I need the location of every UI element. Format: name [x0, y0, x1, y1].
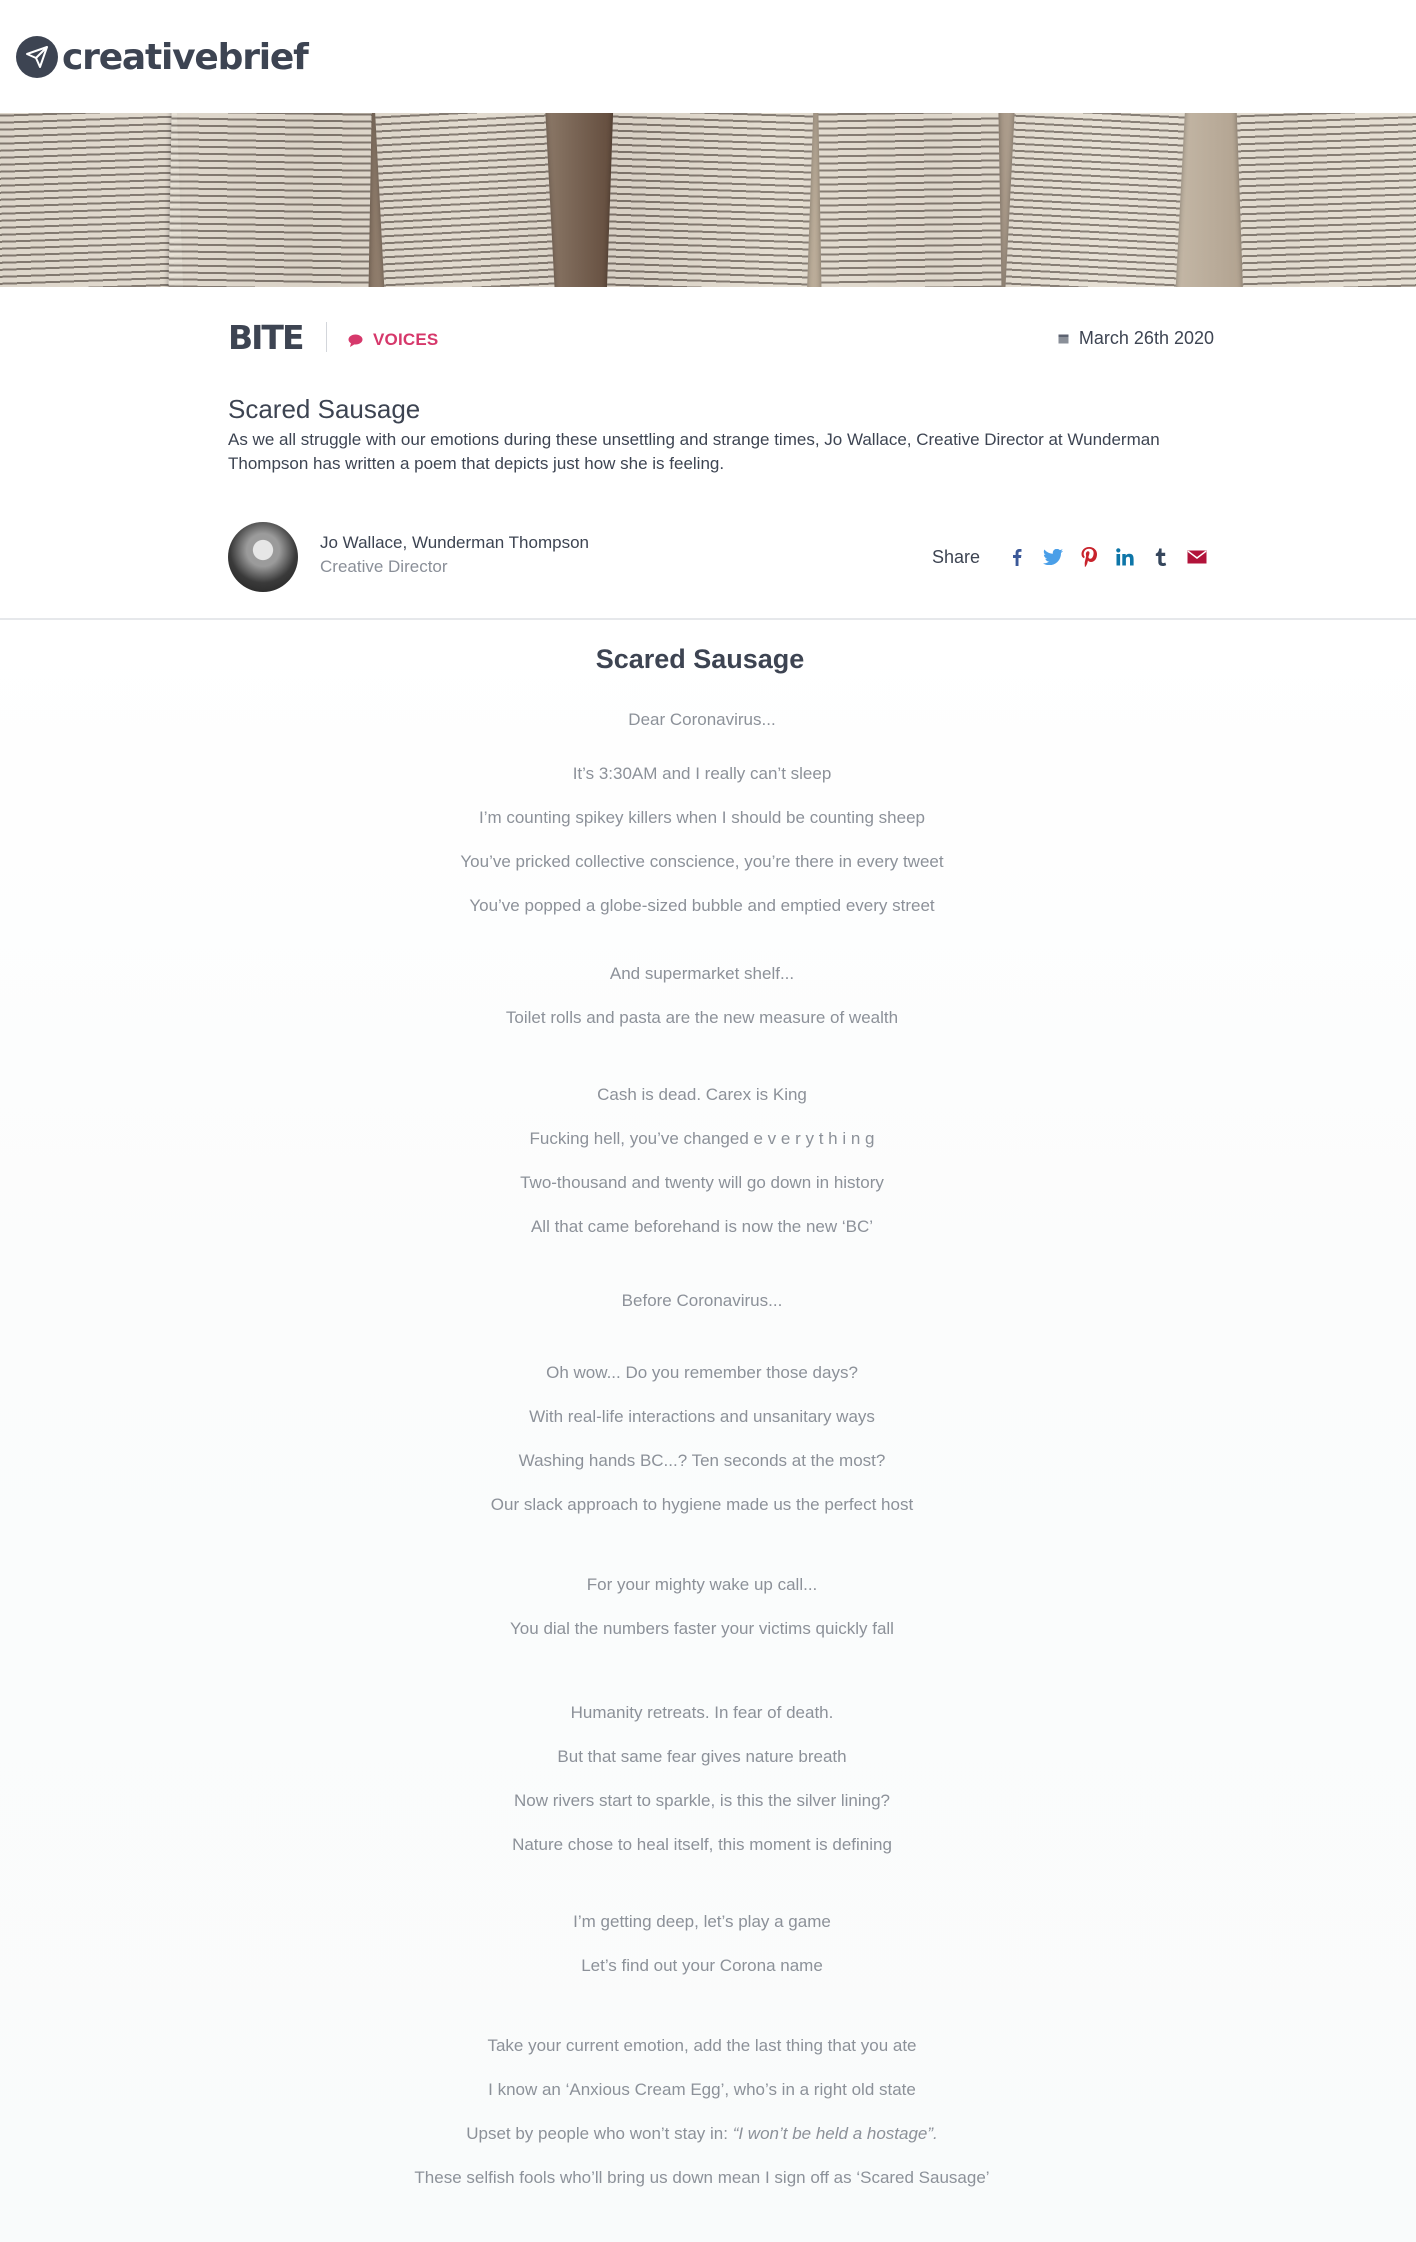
poem-line: And supermarket shelf... — [609, 964, 795, 983]
twitter-icon[interactable] — [1040, 544, 1066, 570]
category-label: VOICES — [373, 330, 439, 349]
publish-date — [1058, 328, 1214, 349]
calendar-icon — [1058, 333, 1069, 344]
poem-line: With real-life interactions and unsanitary ways — [529, 1407, 875, 1426]
poem-line: It’s 3:30AM and I really can’t sleep — [572, 764, 832, 783]
poem-quote: “I won’t be held a hostage”. — [732, 2124, 938, 2143]
poem-title: Scared Sausage — [595, 644, 805, 674]
author-avatar[interactable] — [228, 522, 298, 592]
brand-name: creativebrief — [62, 36, 308, 78]
poem-line: Nature chose to heal itself, this moment is defining — [512, 1835, 892, 1854]
poem-line: You dial the numbers faster your victims quickly fall — [510, 1619, 894, 1638]
poem-line: All that came beforehand is now the new ‘BC’ — [530, 1217, 874, 1236]
article-title: Scared Sausage — [228, 394, 421, 424]
facebook-icon[interactable] — [1004, 544, 1030, 570]
poem-line: Dear Coronavirus... — [628, 710, 776, 729]
hero-image — [0, 113, 1416, 287]
poem-line: Now rivers start to sparkle, is this the silver lining? — [513, 1791, 891, 1810]
pinterest-icon[interactable] — [1076, 544, 1102, 570]
poem-line: Toilet rolls and pasta are the new measure of wealth — [505, 1008, 899, 1027]
poem-line: Humanity retreats. In fear of death. — [570, 1703, 834, 1722]
poem-line: Fucking hell, you’ve changed e v e r y t h i n g — [529, 1129, 875, 1148]
poem-line: I’m getting deep, let’s play a game — [573, 1912, 831, 1931]
email-icon[interactable] — [1184, 544, 1210, 570]
poem-line: Before Coronavirus... — [621, 1291, 783, 1310]
tumblr-icon[interactable] — [1148, 544, 1174, 570]
poem-line-text: Upset by people who won’t stay in: — [466, 2124, 733, 2143]
article-intro: As we all struggle with our emotions during these unsettling and strange times, Jo Wallace, Creative Director at Wunderman Thompson has written a poem that depicts just how she is feeling. — [228, 430, 1160, 473]
site-logo[interactable] — [16, 36, 308, 78]
poem-line: For your mighty wake up call... — [586, 1575, 818, 1594]
poem-line: You’ve pricked collective conscience, you’re there in every tweet — [460, 852, 944, 871]
poem-line: Take your current emotion, add the last thing that you ate — [487, 2036, 917, 2055]
poem-line: Let’s find out your Corona name — [581, 1956, 823, 1975]
author-name[interactable]: Jo Wallace, Wunderman Thompson — [320, 533, 589, 552]
poem-line: I’m counting spikey killers when I should be counting sheep — [478, 808, 926, 827]
linkedin-icon[interactable] — [1112, 544, 1138, 570]
author-role: Creative Director — [320, 557, 448, 576]
share-bar — [932, 544, 1210, 570]
poem-line: Our slack approach to hygiene made us the perfect host — [490, 1495, 914, 1514]
poem-line: Cash is dead. Carex is King — [597, 1085, 807, 1104]
poem-line: These selfish fools who’ll bring us down mean I sign off as ‘Scared Sausage’ — [414, 2168, 990, 2187]
share-label: Share — [932, 546, 981, 567]
poem-line: You’ve popped a globe-sized bubble and emptied every street — [469, 896, 935, 915]
speech-bubble-icon — [348, 334, 363, 347]
poem-line: But that same fear gives nature breath — [557, 1747, 847, 1766]
date-text: March 26th 2020 — [1078, 328, 1214, 348]
poem-line: Oh wow... Do you remember those days? — [546, 1363, 858, 1382]
bite-logo[interactable]: BITE — [228, 318, 303, 357]
poem-line: Two-thousand and twenty will go down in history — [520, 1173, 884, 1192]
meta-divider — [326, 322, 327, 352]
paper-plane-icon — [16, 36, 58, 78]
poem-line: Washing hands BC...? Ten seconds at the most? — [518, 1451, 886, 1470]
category-tag[interactable] — [348, 330, 438, 350]
poem-line — [0, 2124, 1404, 2144]
poem-section — [0, 620, 1416, 2242]
site-header — [0, 0, 1416, 113]
poem-line: I know an ‘Anxious Cream Egg’, who’s in a right old state — [488, 2080, 916, 2099]
